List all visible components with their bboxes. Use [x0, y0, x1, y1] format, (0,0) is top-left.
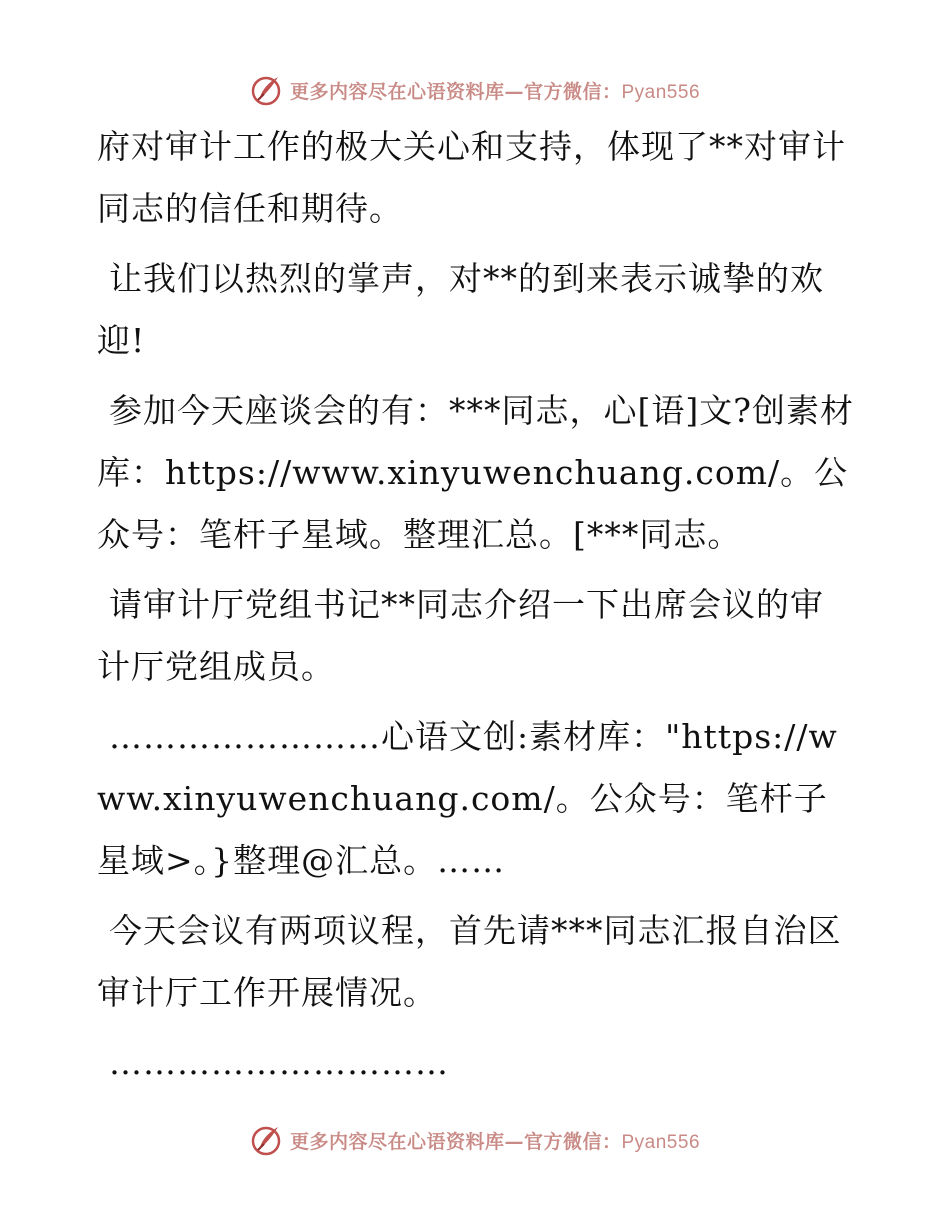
- paragraph-5: ……………………心语文创:素材库："https://www.xinyuwenchuang.com/。公众号：笔杆子星域>。}整理@汇总。……: [97, 717, 838, 880]
- paragraph-6: 今天会议有两项议程，首先请***同志汇报自治区审计厅工作开展情况。: [97, 911, 842, 1012]
- header-wechat-id: Pyan556: [621, 81, 701, 103]
- paragraph-3: 参加今天座谈会的有：***同志，心[语]文?创素材库：https://www.xinyuwenchuang.com/。公众号：笔杆子星域。整理汇总。[***同志。: [97, 391, 854, 554]
- quill-logo-icon: [250, 1123, 284, 1157]
- paragraph-4: 请审计厅党组书记**同志介绍一下出席会议的审计厅党组成员。: [97, 585, 824, 686]
- footer-banner: [0, 1120, 950, 1160]
- header-banner-text: 更多内容尽在心语资料库—官方微信：Pyan556: [289, 80, 701, 103]
- paragraph-1: 府对审计工作的极大关心和支持，体现了**对审计同志的信任和期待。: [97, 127, 846, 228]
- paragraph-7: …………………………: [109, 1043, 449, 1082]
- quill-logo-icon: [250, 73, 284, 107]
- paragraph-2: 让我们以热烈的掌声，对**的到来表示诚挚的欢迎!: [97, 259, 824, 360]
- footer-wechat-id: Pyan556: [621, 1131, 701, 1153]
- document-body: [97, 116, 857, 1102]
- footer-banner-text: 更多内容尽在心语资料库—官方微信：Pyan556: [289, 1130, 701, 1153]
- header-banner: [0, 70, 950, 110]
